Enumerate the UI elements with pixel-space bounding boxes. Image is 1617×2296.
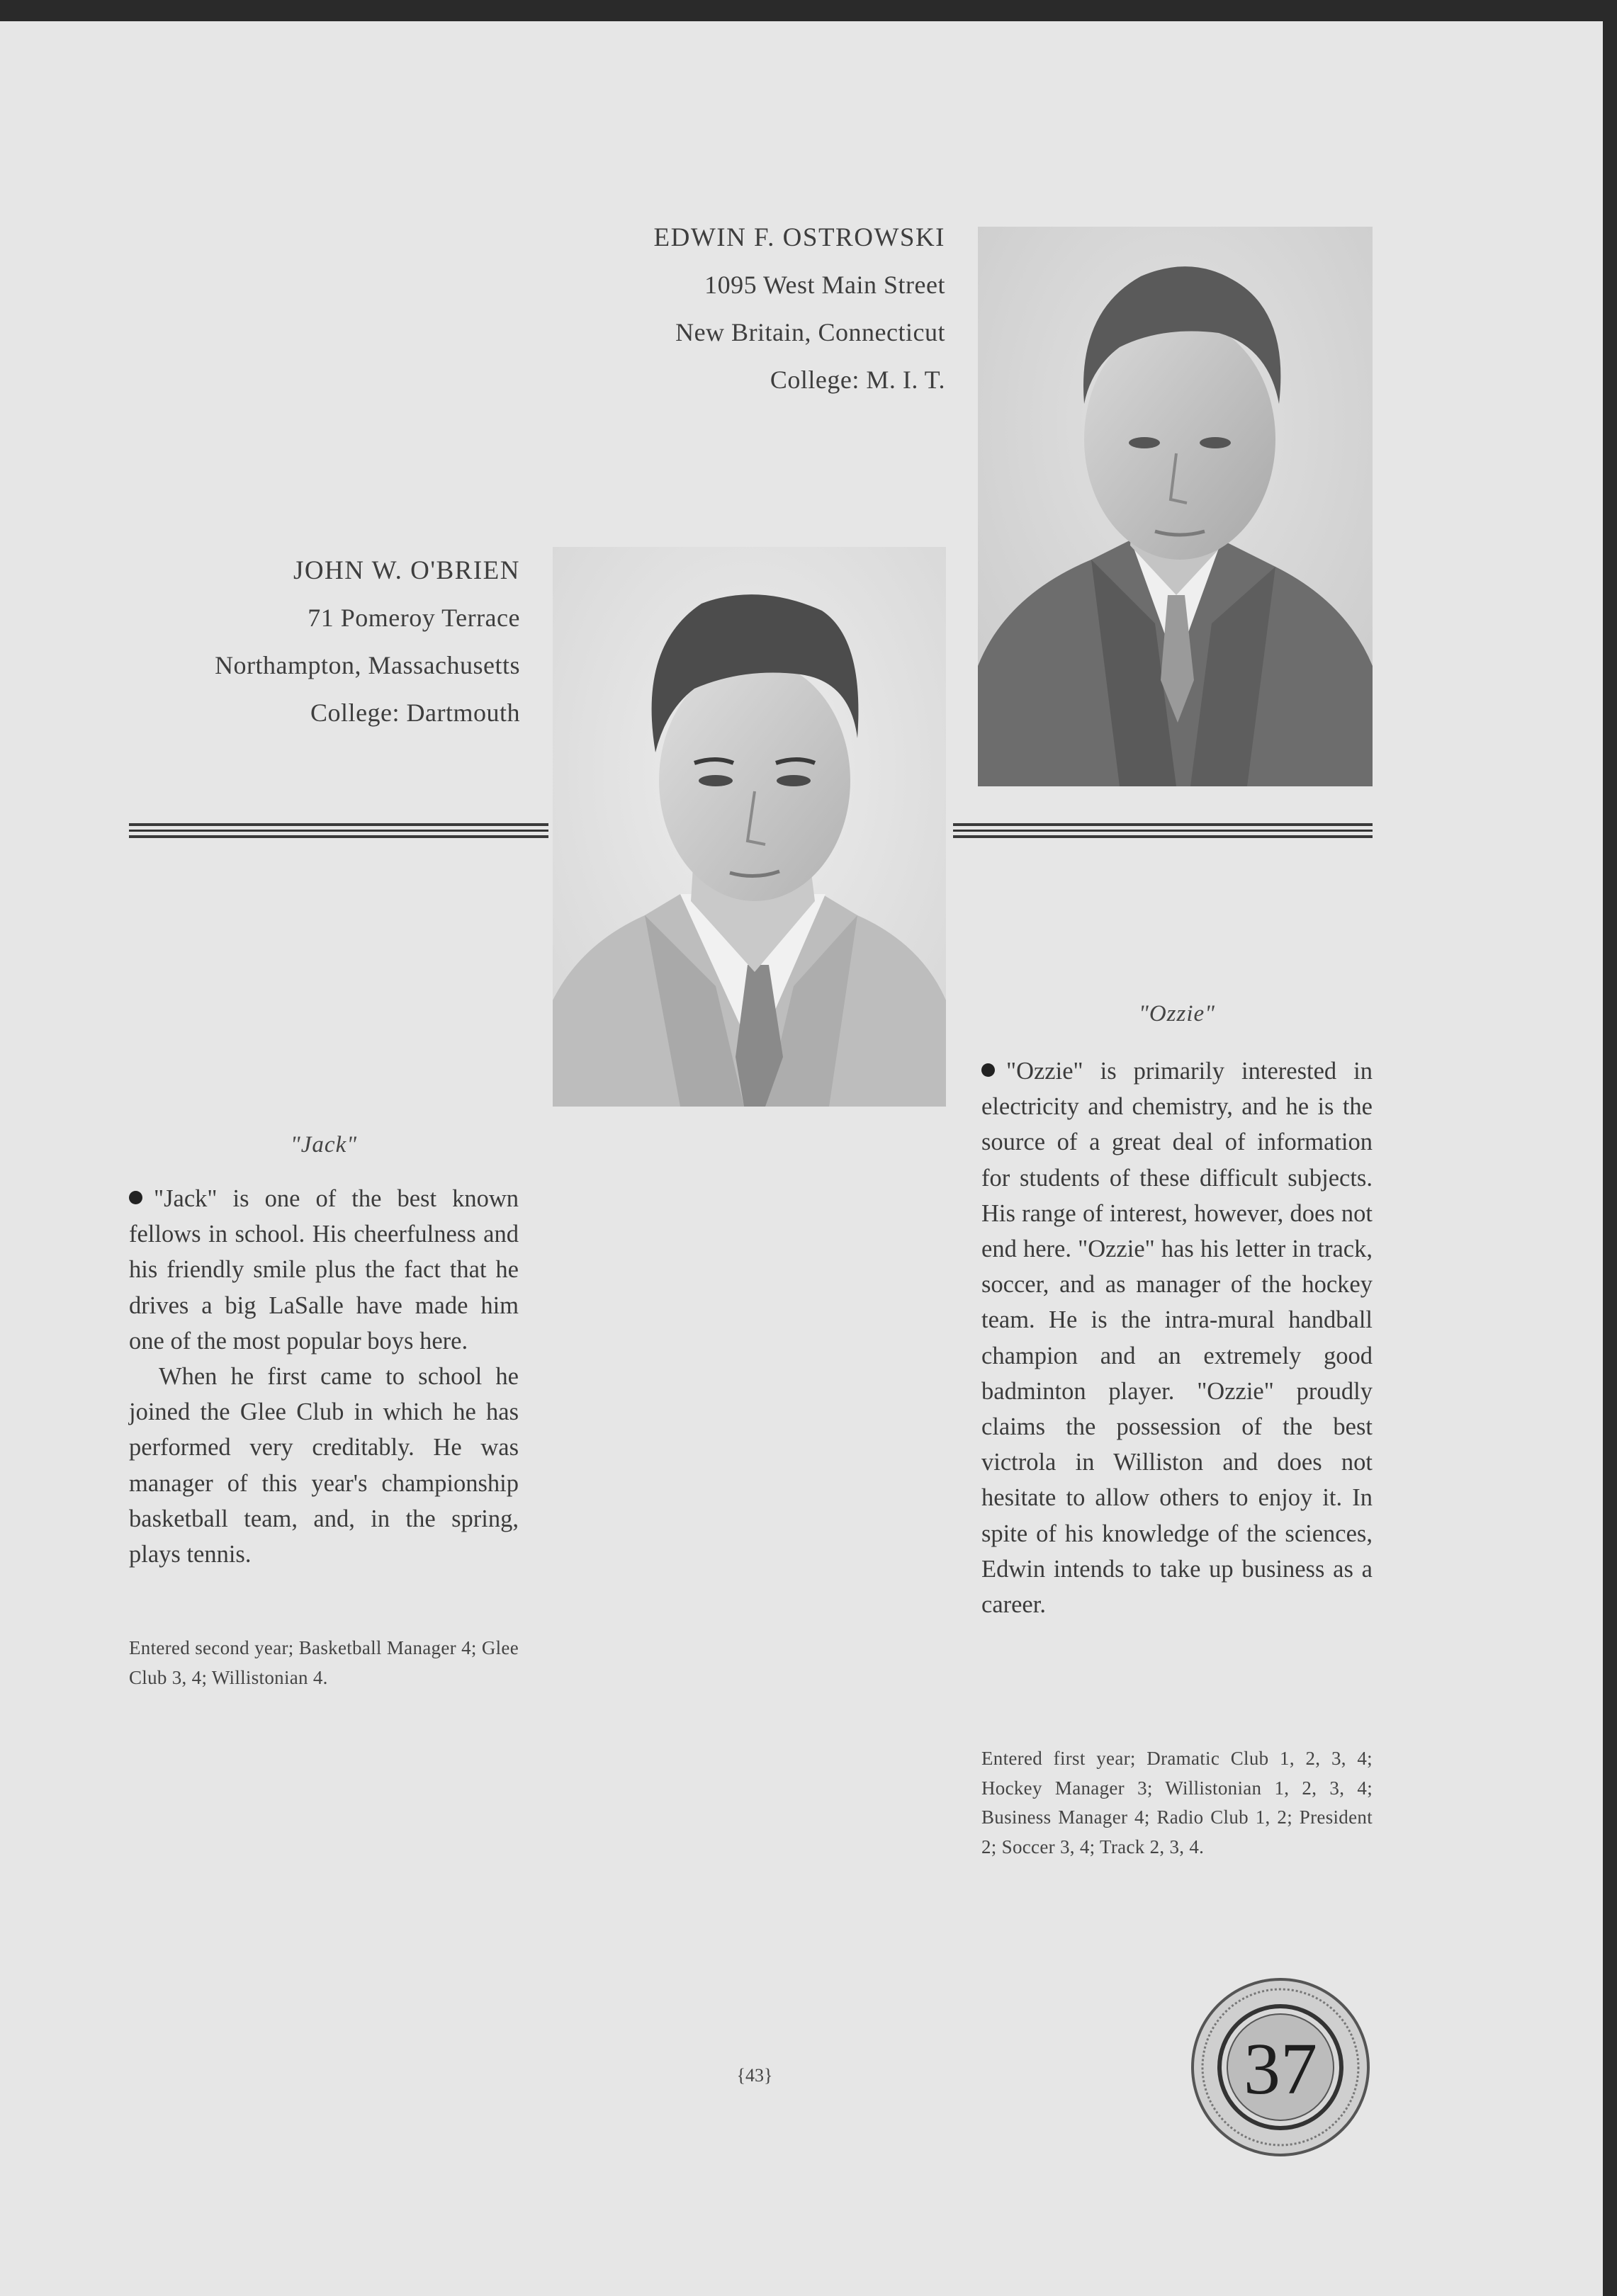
obrien-name: JOHN W. O'BRIEN: [293, 556, 520, 585]
seal-year-text: 37: [1244, 2028, 1317, 2110]
obrien-city: Northampton, Massachusetts: [215, 651, 520, 679]
obrien-street: 71 Pomeroy Terrace: [308, 604, 520, 632]
ostrowski-portrait: [978, 227, 1373, 786]
bullet-icon: [129, 1191, 142, 1204]
obrien-bio-paragraph-1: "Jack" is one of the best known fellows in school. His cheerfulness and his friendly smile plus the fact that he drives a big LaSalle have made him one of the most popular boys here.: [129, 1185, 519, 1355]
ostrowski-name: EDWIN F. OSTROWSKI: [653, 223, 945, 252]
ostrowski-street: 1095 West Main Street: [704, 271, 945, 299]
ostrowski-activities-record: Entered first year; Dramatic Club 1, 2, 3, 4; Hockey Manager 3; Willistonian 1, 2, 3, 4; Business Manager 4; Radio Club 1, 2; President 2; Soccer 3, 4; Track 2, 3, 4.: [981, 1748, 1373, 1857]
page-number: {43}: [736, 2065, 773, 2086]
obrien-college: College: Dartmouth: [310, 699, 520, 727]
ostrowski-divider: [953, 823, 1373, 842]
ostrowski-college: College: M. I. T.: [770, 366, 945, 394]
obrien-address: [24, 547, 520, 737]
obrien-activities-record: Entered second year; Basketball Manager 4; Glee Club 3, 4; Willistonian 4.: [129, 1637, 519, 1688]
bullet-icon: [981, 1063, 995, 1077]
obrien-nickname: "Jack": [290, 1132, 358, 1158]
obrien-bio-paragraph-2: When he first came to school he joined the Glee Club in which he has performed very creditably. He was manager of this year's championship basketball team, and, in the spring, plays tennis.: [129, 1363, 519, 1568]
class-year-seal: [1189, 1974, 1372, 2160]
ostrowski-bio-paragraph-1: "Ozzie" is primarily interested in electricity and chemistry, and he is the source of a great deal of information for students of these difficult subjects. His range of interest, however, does not end here. "Ozzie" has his letter in track, soccer, and as manager of the hockey team. He is the intra-mural handball champion and an extremely good badminton player. "Ozzie" proudly claims the possession of the best victrola in Williston and does not hesitate to allow others to enjoy it. In spite of his knowledge of the sciences, Edwin intends to take up business as a career.: [981, 1058, 1373, 1619]
yearbook-page: [0, 21, 1603, 2296]
ostrowski-city: New Britain, Connecticut: [675, 318, 945, 346]
ostrowski-biography: [981, 1053, 1373, 1622]
ostrowski-address: [449, 214, 945, 404]
obrien-portrait: [553, 547, 946, 1107]
obrien-divider: [129, 823, 548, 842]
obrien-biography: [129, 1181, 519, 1572]
ostrowski-nickname: "Ozzie": [1138, 1001, 1216, 1027]
